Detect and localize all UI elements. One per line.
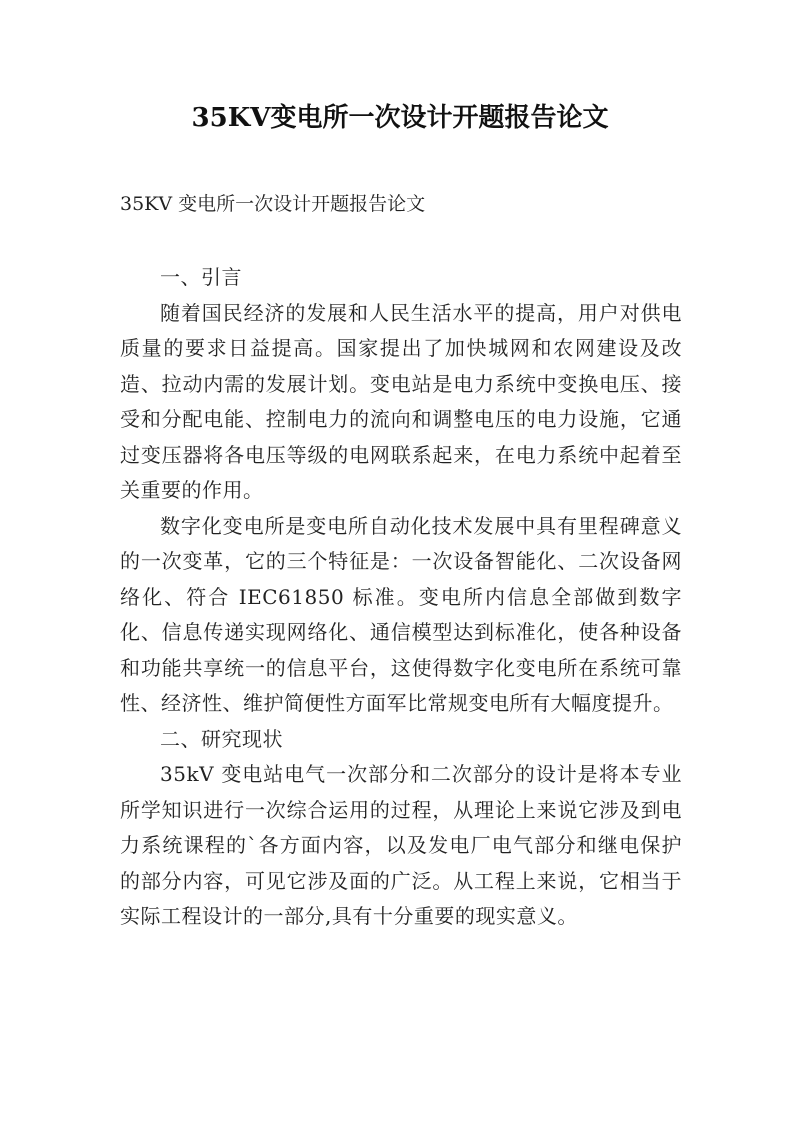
paragraph-introduction: 随着国民经济的发展和人民生活水平的提高，用户对供电质量的要求日益提高。国家提出了加快城网和农网建设及改造、拉动内需的发展计划。变电站是电力系统中变换电压、接受和分配电能、控制电力的流向和调整电压的电力设施，它通过变压器将各电压等级的电网联系起来，在电力系统中起着至关重要的作用。: [120, 300, 682, 502]
paragraph-research-status: 35kV 变电站电气一次部分和二次部分的设计是将本专业所学知识进行一次综合运用的过程，从理论上来说它涉及到电力系统课程的`各方面内容，以及发电厂电气部分和继电保护的部分内容，可见它涉及面的广泛。从工程上来说，它相当于实际工程设计的一部分,具有十分重要的现实意义。: [120, 762, 682, 928]
paragraph-digital-substation: 数字化变电所是变电所自动化技术发展中具有里程碑意义的一次变革，它的三个特征是：一次设备智能化、二次设备网络化、符合 IEC61850 标准。变电所内信息全部做到数字化、信息传递实现网络化、通信模型达到标准化，使各种设备和功能共享统一的信息平台，这使得数字化变电所在系统可靠性、经济性、维护简便性方面军比常规变电所有大幅度提升。: [120, 513, 682, 715]
section-heading-research-status: 二、研究现状: [160, 726, 283, 751]
document-body: [120, 260, 682, 935]
document-title: 35KV变电所一次设计开题报告论文: [191, 103, 609, 133]
document-subtitle: 35KV 变电所一次设计开题报告论文: [120, 193, 426, 215]
section-heading-introduction: 一、引言: [160, 265, 242, 289]
